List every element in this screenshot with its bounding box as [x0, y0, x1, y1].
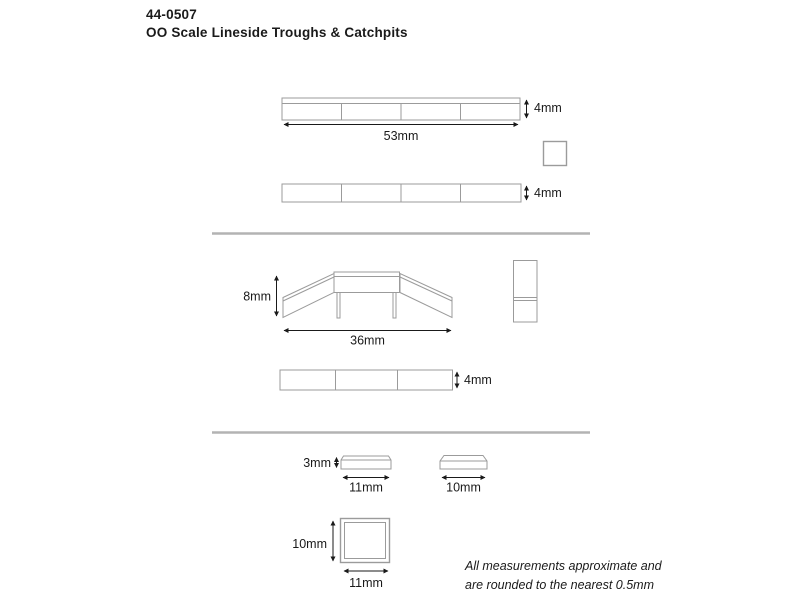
angled-trough-width-dimension [284, 331, 451, 348]
lid-b-width-dimension [442, 478, 485, 495]
plain-trough-height-dimension [527, 186, 562, 200]
long-trough-side-view [282, 98, 520, 120]
catchpit-height-dimension [292, 521, 333, 561]
long-trough-height-dimension [527, 100, 562, 118]
lid-b-side-view [440, 456, 487, 470]
long-trough-width-label: 53mm [383, 129, 419, 143]
angled-trough-view [283, 272, 452, 318]
long-trough-height-label: 4mm [534, 101, 562, 115]
footnote-line-2: are rounded to the nearest 0.5mm [465, 578, 655, 592]
plain-trough-height-label: 4mm [534, 186, 562, 200]
catchpit-width-label: 11mm [349, 576, 383, 590]
short-trough-height-dimension [457, 372, 492, 388]
footnote-line-1: All measurements approximate and [465, 559, 662, 573]
lid-a-width-label: 11mm [349, 480, 383, 495]
catchpit-width-dimension [344, 571, 388, 590]
trough-end-view-square [544, 142, 567, 166]
short-trough-height-label: 4mm [464, 373, 492, 387]
product-code: 44-0507 [146, 7, 197, 22]
angled-trough-height-label: 8mm [243, 289, 271, 304]
short-trough-side-view [280, 370, 453, 390]
lid-a-side-view [341, 456, 391, 469]
angled-trough-width-label: 36mm [350, 333, 385, 348]
long-trough-width-dimension [284, 125, 518, 144]
catchpit-top-view [341, 519, 390, 563]
trough-end-section-view [514, 261, 538, 323]
catchpit-height-label: 10mm [292, 537, 327, 551]
lid-a-width-dimension [343, 478, 389, 495]
angled-trough-height-dimension [243, 276, 276, 316]
lid-a-height-label: 3mm [303, 456, 331, 470]
lid-a-height-dimension [303, 456, 336, 470]
plain-trough-side-view [282, 184, 521, 202]
lid-b-width-label: 10mm [446, 480, 481, 495]
page-title: OO Scale Lineside Troughs & Catchpits [146, 25, 408, 40]
